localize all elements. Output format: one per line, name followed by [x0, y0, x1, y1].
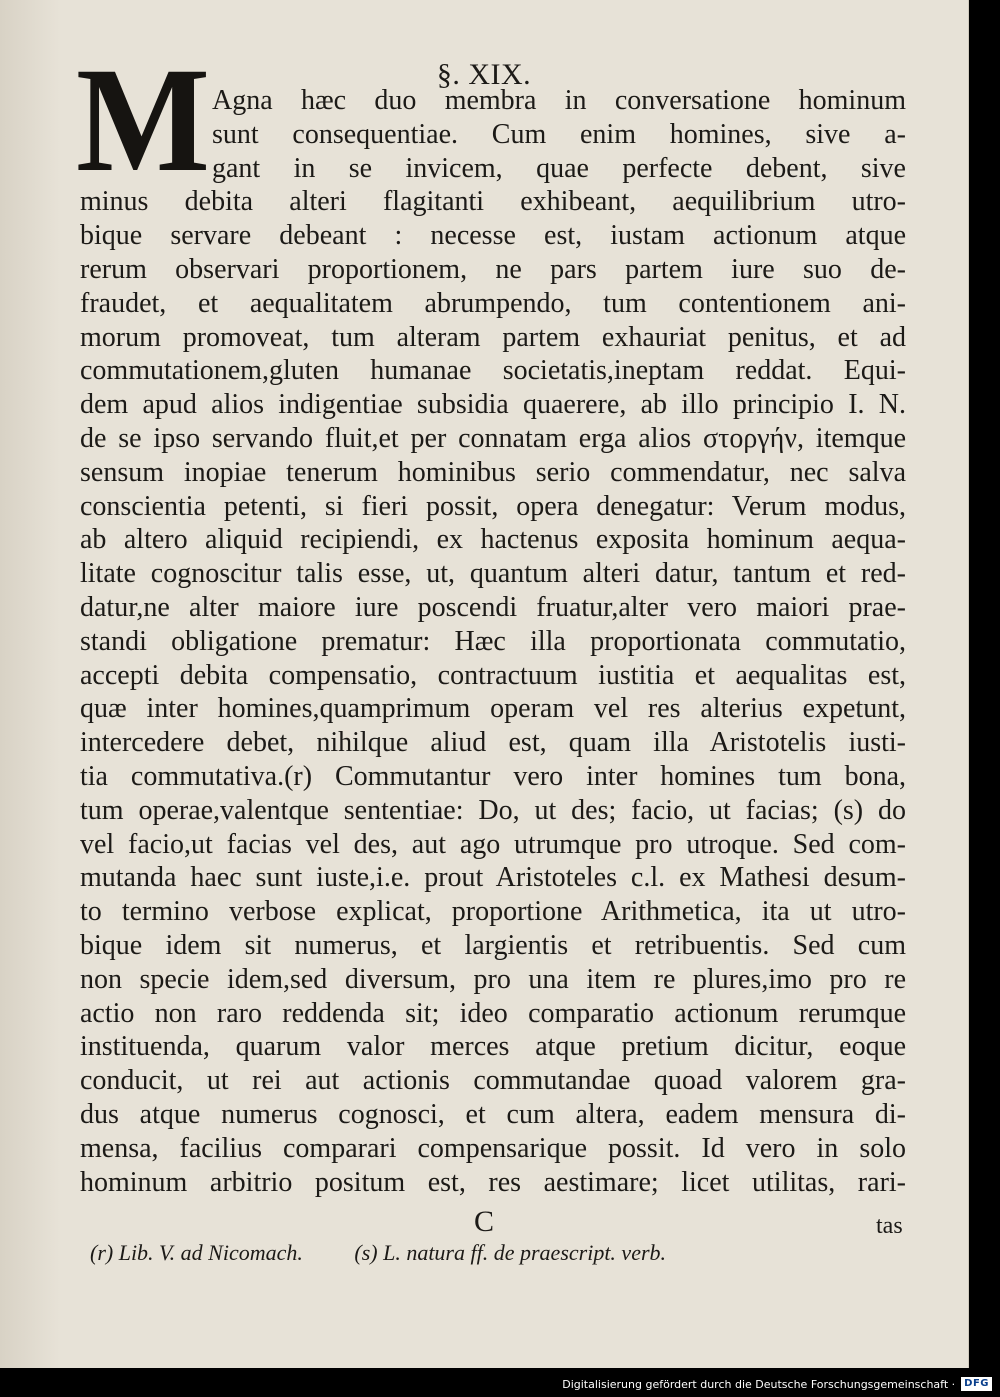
text-line: bique servare debeant : necesse est, iustam actionum atque: [80, 220, 906, 252]
text-line: intercedere debet, nihilque aliud est, quam illa Aristotelis iusti-: [80, 727, 906, 759]
text-line: fraudet, et aequalitatem abrumpendo, tum contentionem ani-: [80, 287, 906, 319]
text-line: conscientia petenti, si fieri possit, opera denegatur: Verum modus,: [80, 490, 906, 522]
text-line: bique idem sit numerus, et largientis et retribuentis. Sed cum: [80, 930, 906, 961]
text-line: ab altero aliquid recipiendi, ex hactenus exposita hominum aequa-: [80, 524, 906, 556]
text-line: commutationem,gluten humanae societatis,ineptam reddat. Equi-: [80, 355, 906, 387]
text-line: dem apud alios indigentiae subsidia quaerere, ab illo principio I. N.: [80, 389, 906, 421]
footnote-s: (s) L. natura ff. de praescript. verb.: [354, 1240, 667, 1265]
text-line: litate cognoscitur talis esse, ut, quantum alteri datur, tantum et red-: [80, 558, 906, 590]
text-line: morum promoveat, tum alteram partem exhauriat penitus, et ad: [80, 321, 906, 353]
catchword: tas: [876, 1213, 903, 1239]
text-line: mutanda haec sunt iuste,i.e. prout Aristoteles c.l. ex Mathesi desum-: [80, 862, 906, 894]
text-line: non specie idem,sed diversum, pro una item re plures,imo pro re: [80, 963, 906, 995]
dfg-logo: DFG: [961, 1377, 992, 1391]
text-line: datur,ne alter maiore iure poscendi fruatur,alter vero maiori prae-: [80, 592, 906, 623]
drop-cap-m: [76, 62, 210, 182]
text-line: mensa, facilius comparari compensarique possit. Id vero in solo: [80, 1132, 906, 1164]
dfg-credit-bar: [562, 1375, 992, 1393]
footnotes: [90, 1240, 666, 1266]
text-line: sensum inopiae tenerum hominibus serio commendatur, nec salva: [80, 456, 906, 488]
text-line: hominum arbitrio positum est, res aestimare; licet utilitas, rari-: [80, 1166, 906, 1198]
signature-mark: C: [473, 1205, 494, 1238]
footer-credit: Digitalisierung gefördert durch die Deutsche Forschungsgemeinschaft ·: [562, 1377, 956, 1391]
text-line: conducit, ut rei aut actionis commutandae quoad valorem gra-: [80, 1065, 906, 1097]
text-line: gant in se invicem, quae perfecte debent, sive: [212, 152, 906, 184]
text-line: sunt consequentiae. Cum enim homines, sive a-: [212, 118, 906, 150]
text-line: de se ipso servando fluit,et per connatam erga alios στοργήν, itemque: [80, 423, 906, 454]
text-line: tum operae,valentque sententiae: Do, ut des; facio, ut facias; (s) do: [80, 794, 906, 826]
text-line: quæ inter homines,quamprimum operam vel res alterius expetunt,: [80, 693, 906, 725]
text-line: standi obligatione prematur: Hæc illa proportionata commutatio,: [80, 625, 906, 657]
text-line: to termino verbose explicat, proportione Arithmetica, ita ut utro-: [80, 896, 906, 928]
text-line: tia commutativa.(r) Commutantur vero inter homines tum bona,: [80, 761, 906, 792]
section-heading: §. XIX.: [436, 58, 532, 91]
text-line: dus atque numerus cognosci, et cum altera, eadem mensura di-: [80, 1099, 906, 1130]
text-line: minus debita alteri flagitanti exhibeant, aequilibrium utro-: [80, 186, 906, 218]
text-line: vel facio,ut facias vel des, aut ago utrumque pro utroque. Sed com-: [80, 828, 906, 860]
text-line: actio non raro reddenda sit; ideo comparatio actionum rerumque: [80, 997, 906, 1029]
drop-cap-glyph: [76, 62, 210, 182]
svg-text:M: M: [76, 62, 210, 182]
text-line: Agna hæc duo membra in conversatione hominum: [212, 85, 906, 116]
footnote-r: (r) Lib. V. ad Nicomach.: [90, 1240, 303, 1265]
text-line: instituenda, quarum valor merces atque pretium dicitur, eoque: [80, 1031, 906, 1063]
text-line: accepti debita compensatio, contractuum iustitia et aequalitas est,: [80, 659, 906, 691]
text-line: rerum observari proportionem, ne pars partem iure suo de-: [80, 254, 906, 285]
